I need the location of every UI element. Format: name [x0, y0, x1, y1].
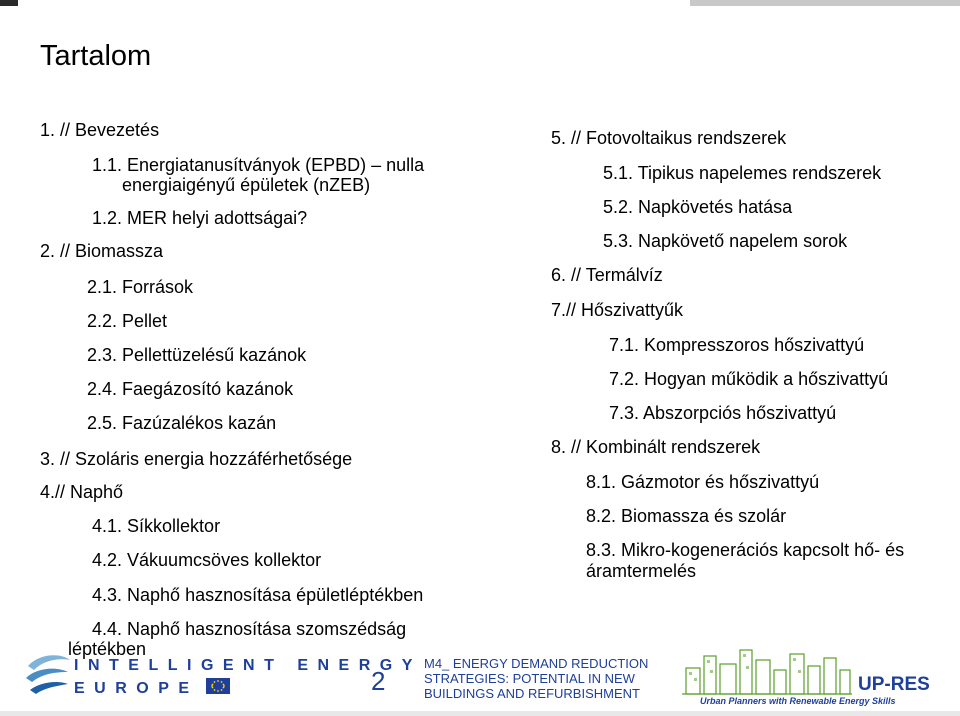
- module-line: M4_ ENERGY DEMAND REDUCTION: [424, 656, 649, 671]
- toc-item: 4.2. Vákuumcsöves kollektor: [92, 550, 322, 570]
- upres-logo: [680, 640, 942, 708]
- toc-item: 3. // Szoláris energia hozzáférhetősége: [40, 449, 353, 469]
- toc-item: 7.1. Kompresszoros hőszivattyú: [609, 335, 865, 355]
- toc-item: 2. // Biomassza: [40, 241, 164, 261]
- module-line: BUILDINGS AND REFURBISHMENT: [424, 686, 640, 701]
- toc-item: 7.2. Hogyan működik a hőszivattyú: [609, 369, 889, 389]
- toc-item: 4.// Naphő: [40, 482, 124, 502]
- iee-line2: EUROPE: [74, 680, 199, 697]
- toc-item: 4.3. Naphő hasznosítása épületléptékben: [92, 585, 424, 605]
- toc-item: energiaigényű épületek (nZEB): [122, 175, 371, 195]
- toc-item: 1. // Bevezetés: [40, 120, 160, 140]
- upres-logo-text: UP-RES: [858, 674, 930, 695]
- iee-line1: INTELLIGENT ENERGY: [74, 657, 422, 674]
- toc-item: 2.5. Fazúzalékos kazán: [87, 413, 277, 433]
- toc-item: 2.3. Pellettüzelésű kazánok: [87, 345, 307, 365]
- eu-flag-icon: [206, 678, 230, 694]
- toc-item: 5.1. Tipikus napelemes rendszerek: [603, 163, 882, 183]
- toc-item: 1.2. MER helyi adottságai?: [92, 208, 308, 228]
- toc-item: 1.1. Energiatanusítványok (EPBD) – nulla: [92, 155, 425, 175]
- toc-item: 8.2. Biomassza és szolár: [586, 506, 787, 526]
- toc-item: 5. // Fotovoltaikus rendszerek: [551, 128, 787, 148]
- upres-tagline: Urban Planners with Renewable Energy Skills: [700, 696, 896, 706]
- module-title: [424, 656, 648, 701]
- toc-item: 4.4. Naphő hasznosítása szomszédság: [92, 619, 407, 639]
- toc-item: áramtermelés: [586, 561, 697, 581]
- toc-item: 7.3. Abszorpciós hőszivattyú: [609, 403, 837, 423]
- toc-item: 6. // Termálvíz: [551, 265, 663, 285]
- iee-logo: [24, 646, 422, 704]
- upres-city-icon: [682, 650, 852, 694]
- toc-item: 8.3. Mikro-kogenerációs kapcsolt hő- és: [586, 540, 905, 560]
- toc-item: 2.2. Pellet: [87, 311, 168, 331]
- toc-item: 8.1. Gázmotor és hőszivattyú: [586, 472, 820, 492]
- toc-item: 7.// Hőszivattyűk: [551, 300, 684, 320]
- page-number: 2: [371, 666, 386, 696]
- toc-item: 4.1. Síkkollektor: [92, 516, 221, 536]
- toc-item: 2.1. Források: [87, 277, 194, 297]
- top-strip: [0, 0, 960, 6]
- toc-item: 8. // Kombinált rendszerek: [551, 437, 761, 457]
- slide-title: Tartalom: [40, 40, 152, 72]
- toc-item: 5.2. Napkövetés hatása: [603, 197, 793, 217]
- toc-item: léptékben: [68, 639, 147, 659]
- module-line: STRATEGIES: POTENTIAL IN NEW: [424, 671, 635, 686]
- iee-logo-icon: [26, 655, 70, 694]
- toc-item: 2.4. Faegázosító kazánok: [87, 379, 294, 399]
- toc-item: 5.3. Napkövető napelem sorok: [603, 231, 848, 251]
- bottom-line: [0, 711, 960, 716]
